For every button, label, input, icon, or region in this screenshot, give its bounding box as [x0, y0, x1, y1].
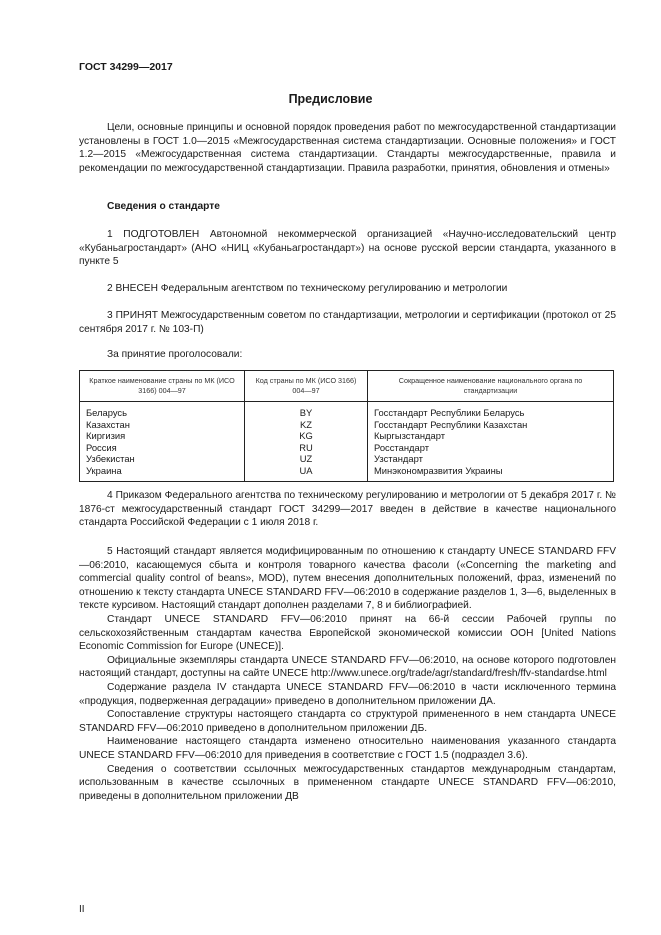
- table-row: [80, 430, 614, 442]
- item-4-paragraph: 4 Приказом Федерального агентства по техническому регулированию и метрологии от 5 декабря 2017 г. № 1876-ст межгосударственный стандарт ГОСТ 34299—2017 введен в действие в качестве национального стандарта Российской Федерации с 1 июля 2018 г.: [79, 490, 616, 529]
- header-body: Сокращенное наименование национального органа по стандартизации: [368, 371, 614, 402]
- cell-country: Беларусь: [80, 402, 245, 419]
- cell-body: Госстандарт Республики Казахстан: [368, 419, 614, 431]
- voting-table: [79, 370, 614, 482]
- table-row: [80, 442, 614, 454]
- cell-body: Кыргызстандарт: [368, 430, 614, 442]
- header-code: Код страны по МК (ИСО 3166) 004—97: [245, 371, 368, 402]
- cell-body: Минэкономразвития Украины: [368, 465, 614, 481]
- voted-label: За принятие проголосовали:: [107, 349, 243, 360]
- item-5-official-copies-paragraph: Официальные экземпляры стандарта UNECE STANDARD FFV—06:2010, на основе которого подготовлен настоящий стандарт, доступны на сайте UNECE http://www.unece.org/trade/agr/standard/fresh/ffv-standardse.html: [79, 654, 616, 680]
- cell-code: RU: [245, 442, 368, 454]
- item-5-block: [79, 545, 616, 803]
- table-row: [80, 465, 614, 481]
- page-title: Предисловие: [288, 92, 373, 106]
- intro-paragraph: Цели, основные принципы и основной порядок проведения работ по межгосударственной стандартизации установлены в ГОСТ 1.0—2015 «Межгосударственная система стандартизации. Основные положения» и ГОСТ 1.2—2015 «Межгосударственная система стандартизации. Стандарты межгосударственные, правила и рекомендации по межгосударственной стандартизации. Правила разработки, принятия, обновления и отмены»: [79, 122, 616, 174]
- item-1-paragraph: 1 ПОДГОТОВЛЕН Автономной некоммерческой организацией «Научно-исследовательский центр «Кубаньагростандарт» (АНО «НИЦ «Кубаньагростандарт») на основе русской версии стандарта, указанного в пункте 5: [79, 229, 616, 268]
- cell-body: Узстандарт: [368, 453, 614, 465]
- cell-body: Росстандарт: [368, 442, 614, 454]
- standard-code: ГОСТ 34299—2017: [79, 61, 173, 73]
- table-row: [80, 453, 614, 465]
- cell-country: Киргизия: [80, 430, 245, 442]
- item-5-references-paragraph: Сведения о соответствии ссылочных межгосударственных стандартов международным стандартам, использованным в качестве ссылочных в примененном стандарте UNECE STANDARD FFV—06:2010, приведены в дополнительном приложении ДВ: [79, 763, 616, 802]
- section-heading: Сведения о стандарте: [107, 201, 220, 212]
- item-5-paragraph: 5 Настоящий стандарт является модифицированным по отношению к стандарту UNECE STANDARD FFV—06:2010, касающемуся сбыта и контроля товарного качества фасоли («Concerning the marketing and commercial quality control of beans», MOD), путем внесения дополнительных положений, фраз, изменений по отношению к тексту стандарта UNECE STANDARD FFV—06:2010 в содержание разделов 1, 3—6, выделенных в тексте курсивом. Настоящий стандарт дополнен разделами 7, 8 и библиографией.: [79, 546, 616, 612]
- cell-country: Казахстан: [80, 419, 245, 431]
- cell-country: Узбекистан: [80, 453, 245, 465]
- table-row: [80, 402, 614, 419]
- item-5-adoption-paragraph: Стандарт UNECE STANDARD FFV—06:2010 принят на 66-й сессии Рабочей группы по сельскохозяйственным стандартам качества Европейской экономической комиссии ООН [United Nations Economic Commission for Europe (UNECE)].: [79, 613, 616, 653]
- header-country: Краткое наименование страны по МК (ИСО 3166) 004—97: [80, 371, 245, 402]
- cell-code: BY: [245, 402, 368, 419]
- cell-code: KG: [245, 430, 368, 442]
- cell-country: Россия: [80, 442, 245, 454]
- table-row: [80, 419, 614, 431]
- cell-code: UZ: [245, 453, 368, 465]
- item-3-paragraph: 3 ПРИНЯТ Межгосударственным советом по стандартизации, метрологии и сертификации (протокол от 25 сентября 2017 г. № 103-П): [79, 310, 616, 335]
- cell-body: Госстандарт Республики Беларусь: [368, 402, 614, 419]
- item-2-paragraph: 2 ВНЕСЕН Федеральным агентством по техническому регулированию и метрологии: [107, 283, 508, 294]
- item-5-structure-paragraph: Сопоставление структуры настоящего стандарта со структурой примененного в нем стандарта UNECE STANDARD FFV—06:2010 приведено в дополнительном приложении ДБ.: [79, 709, 616, 734]
- table-header-row: [80, 371, 614, 402]
- item-5-name-change-paragraph: Наименование настоящего стандарта изменено относительно наименования указанного стандарта UNECE STANDARD FFV—06:2010 для приведения в соответствие с ГОСТ 1.5 (подраздел 3.6).: [79, 736, 616, 761]
- cell-code: UA: [245, 465, 368, 481]
- cell-code: KZ: [245, 419, 368, 431]
- item-5-section-iv-paragraph: Содержание раздела IV стандарта UNECE STANDARD FFV—06:2010 в части исключенного термина «продукция, подверженная деградации» приведено в дополнительном приложении ДА.: [79, 681, 616, 707]
- page-number: II: [79, 904, 85, 915]
- cell-country: Украина: [80, 465, 245, 481]
